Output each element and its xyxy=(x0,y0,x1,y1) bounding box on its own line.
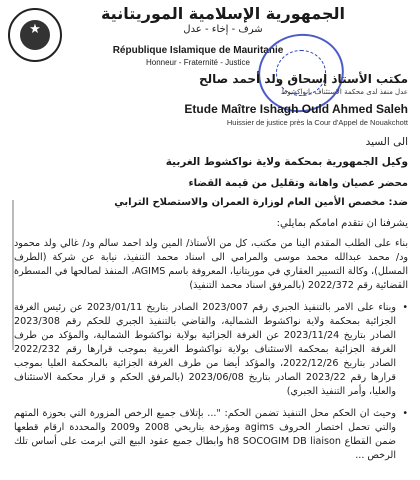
letter-subject: محضر عصيان واهانة وتقليل من قيمة القضاء xyxy=(188,178,408,189)
office-subtitle-ar: عدل منفذ لدى محكمة الاستئناف بانواكشوط xyxy=(280,88,408,96)
motto-fr: Honneur - Fraternité - Justice xyxy=(145,58,251,67)
motto-ar: شرف - إخاء - عدل xyxy=(183,24,263,35)
letter-against: ضد: مخصص الأمين العام لوزارة العمران والاستصلاح الترابي xyxy=(114,197,408,208)
bullet-enforcement-order: • وبناء على الامر بالتنفيذ الجبري رقم 2023/007 الصادر بتاريخ 2023/01/11 عن رئيس الغرفة الجزائية بمحكمة ولاية نواكشوط الشمالية، والقاضي بالتنفيذ الجبري للحكم رقم 2023/308 الصادر بتاريخ 2023/11/24 عن الغرفة الجزائية بولاية نواكشوط الشمالية، والمؤكد من طرف الغرفة الجزائية بمحكمة الاستئناف بولاية نواكشوط الغربية بموجب قرارها رقم 2022/232 الصادر بتاريخ 2022/12/26، والمؤكد أيضا من طرف الغرفة الجزائية بالمحكمة العليا بموجب قرارها رقم 2023/22 الصادر بتاريخ 2023/06/08 (بالمرفق الحكم و قرار محكمة الاستئناف والعليا، وأمر التنفيذ الجبري) xyxy=(14,301,408,399)
addressee-line: الى السيد xyxy=(365,136,408,148)
national-seal-icon xyxy=(8,8,62,62)
country-name-ar: الجمهورية الإسلامية الموريتانية xyxy=(100,4,346,23)
country-name-fr: République Islamique de Mauritanie xyxy=(112,45,284,56)
paragraph-request: بناء على الطلب المقدم الينا من مكتب، كل من الأستاذ/ المين ولد احمد سالم ود/ غالي ولد محمود ود/ محمد عبدالله محمد موسى والمرامي الى اسناد محمد التنفيذ، نيابة عن شركة (الطرف المسلل)، وكالة التسيير العقاري في موريتانيا، المعروفة باسم AGIMS، المنفذ لصالحها في المسطرة القضائية رقم 2022/372 (بالمرفق اسناد محمد التنفيذ) xyxy=(14,238,408,291)
addressee-name: وكيل الجمهورية بمحكمة ولاية نواكشوط الغربية xyxy=(165,156,408,168)
letter-body xyxy=(14,130,408,463)
office-name-ar: مكتب الأستاذ إسحاق ولد أحمد صالح xyxy=(199,72,408,86)
office-name-fr: Etude Maître Ishagh Ould Ahmed Saleh xyxy=(184,102,408,116)
bullet-judgment-content: • وحيث ان الحكم محل التنفيذ تضمن الحكم: "... بإتلاف جميع الرخص المزورة التي بحوزة المتهم والتي تحمل اختصار الحروف agims ومؤرخة بتاريخي 2008 و2009 والمحددة ارقام قطعها ضمن القطاع h8 SOCOGIM DB liaison وابطال جميع عقود البيع التي ابرمت على أساس تلك الرخص ... xyxy=(14,407,408,463)
office-subtitle-fr: Huissier de justice près la Cour d'Appel de Nouakchott xyxy=(226,118,408,127)
letter-intro: يشرفنا ان نتقدم امامكم بمايلي: xyxy=(276,218,408,229)
star-crescent-icon: ★ xyxy=(29,22,41,37)
